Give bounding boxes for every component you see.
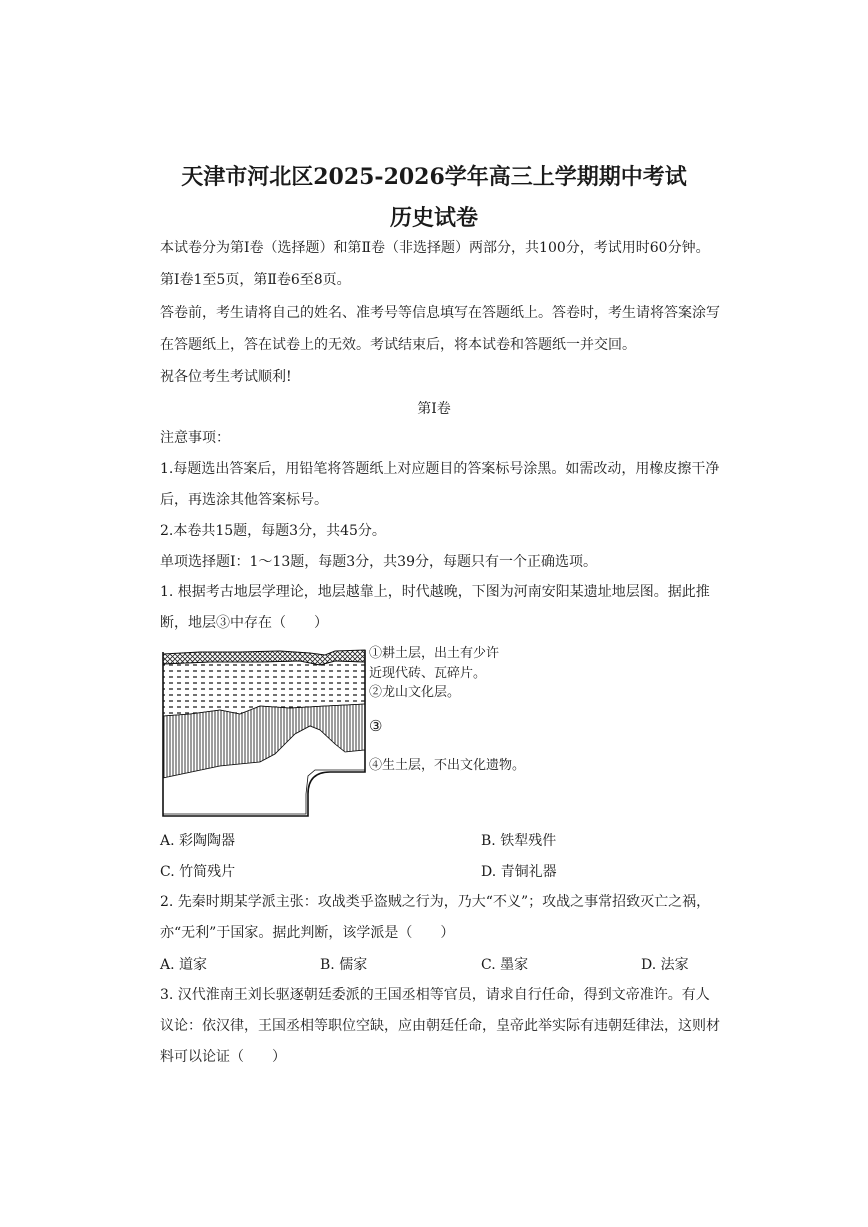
- intro-line: 答卷前，考生请将自己的姓名、准考号等信息填写在答题纸上。答卷时，考生请将答案涂写: [160, 305, 720, 321]
- q2-stem: 亦“无利”于国家。据此判断，该学派是（ ）: [160, 925, 455, 941]
- q1-stem: 1. 根据考古地层学理论，地层越靠上，时代越晚，下图为河南安阳某遗址地层图。据此推: [160, 584, 710, 600]
- q1-stem: 断，地层③中存在（ ）: [160, 615, 328, 631]
- notes-heading: 注意事项：: [160, 430, 230, 446]
- q1-option-b: B. 铁犁残件: [481, 833, 557, 849]
- q2-option-b: B. 儒家: [320, 957, 368, 973]
- note-line: 2.本卷共15题，每题3分，共45分。: [160, 523, 386, 539]
- strata-label-1-cont: 近现代砖、瓦碎片。: [369, 666, 487, 681]
- q2-option-d: D. 法家: [641, 957, 689, 973]
- q1-option-a: A. 彩陶陶器: [160, 833, 236, 849]
- q1-option-d: D. 青铜礼器: [481, 864, 557, 880]
- q3-stem: 料可以论证（ ）: [160, 1049, 286, 1065]
- section-label: 第Ⅰ卷: [417, 401, 451, 417]
- q2-option-a: A. 道家: [160, 957, 208, 973]
- q3-stem: 3. 汉代淮南王刘长驱逐朝廷委派的王国丞相等官员，请求自行任命，得到文帝准许。有人: [160, 987, 710, 1003]
- strata-label-4: ④生土层，不出文化遗物。: [369, 758, 526, 773]
- note-line: 1.每题选出答案后，用铅笔将答题纸上对应题目的答案标号涂黑。如需改动，用橡皮擦干净: [160, 461, 720, 477]
- instruction: 单项选择题Ⅰ：1～13题，每题3分，共39分，每题只有一个正确选项。: [160, 554, 597, 570]
- strata-label-3: ③: [369, 717, 383, 735]
- intro-line: 祝各位考生考试顺利!: [160, 369, 292, 385]
- q2-stem: 2. 先秦时期某学派主张：攻战类乎盗贼之行为，乃大“不义”；攻战之事常招致灭亡之祸，: [160, 894, 711, 910]
- exam-title: 天津市河北区2025-2026学年高三上学期期中考试: [181, 164, 687, 190]
- q2-option-c: C. 墨家: [481, 957, 529, 973]
- strata-label-1: ①耕土层，出土有少许: [369, 646, 500, 661]
- intro-line: 在答题纸上，答在试卷上的无效。考试结束后，将本试卷和答题纸一并交回。: [160, 337, 636, 353]
- intro-line: 第Ⅰ卷1至5页，第Ⅱ卷6至8页。: [160, 272, 351, 288]
- q1-option-c: C. 竹简残片: [160, 864, 236, 880]
- q3-stem: 议论：依汉律，王国丞相等职位空缺，应由朝廷任命，皇帝此举实际有违朝廷律法，这则材: [160, 1018, 720, 1034]
- note-line: 后，再选涂其他答案标号。: [160, 492, 328, 508]
- strata-label-2: ②龙山文化层。: [369, 685, 461, 700]
- strata-diagram: [160, 644, 370, 820]
- exam-subtitle: 历史试卷: [389, 205, 478, 231]
- intro-line: 本试卷分为第Ⅰ卷（选择题）和第Ⅱ卷（非选择题）两部分，共100分，考试用时60分钟。: [160, 240, 710, 256]
